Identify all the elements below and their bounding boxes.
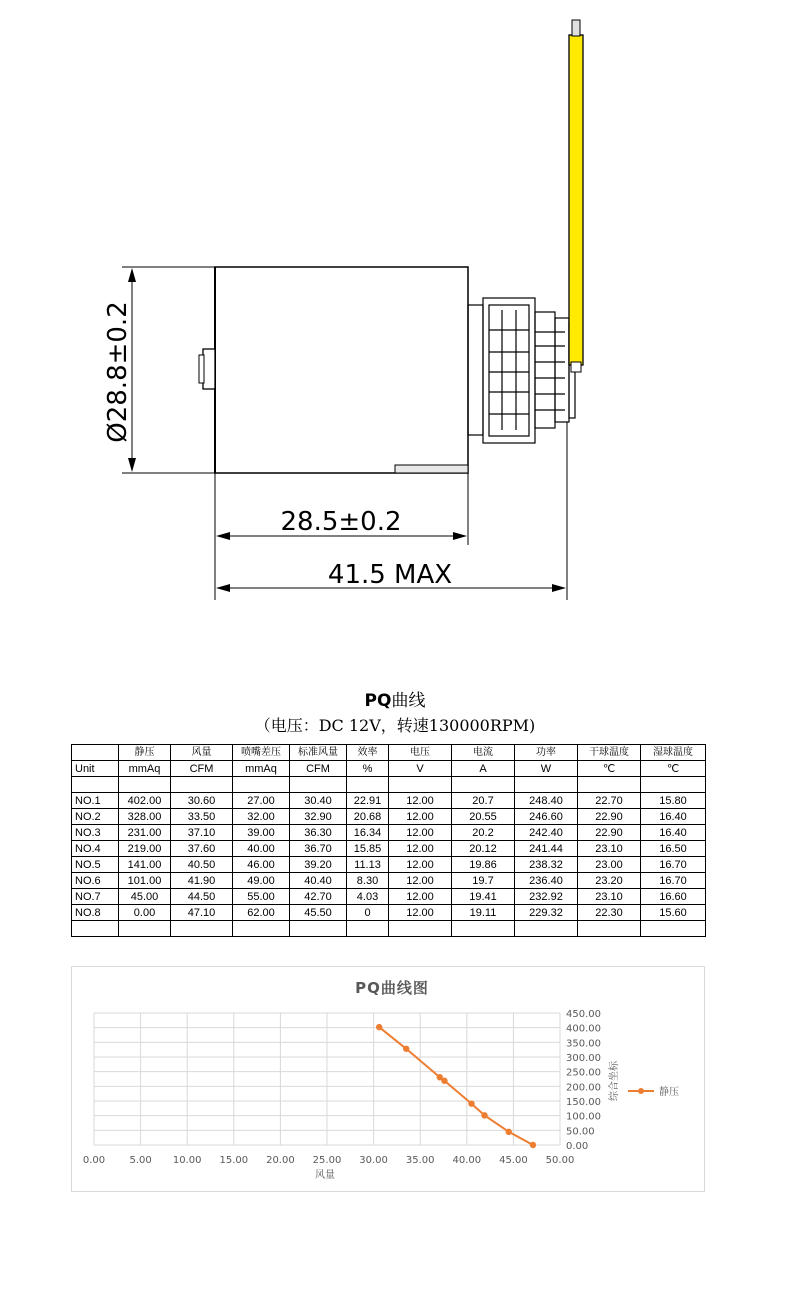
- x-tick-label: 40.00: [452, 1155, 482, 1166]
- table-cell: 23.10: [578, 889, 641, 905]
- x-tick-label: 0.00: [82, 1155, 106, 1166]
- y-tick-label: 400.00: [566, 1023, 601, 1035]
- table-cell: 12.00: [389, 841, 452, 857]
- table-cell: [389, 921, 452, 937]
- table-cell: 246.60: [515, 809, 578, 825]
- table-cell: 30.40: [290, 793, 347, 809]
- table-cell: [72, 921, 119, 937]
- table-cell: [452, 777, 515, 793]
- x-tick-label: 50.00: [545, 1155, 575, 1166]
- table-cell: 45.50: [290, 905, 347, 921]
- table-row: [72, 809, 706, 825]
- table-cell: 16.70: [641, 857, 706, 873]
- dim-arrow-total-right: [552, 584, 566, 592]
- table-cell: 141.00: [119, 857, 171, 873]
- total-length-label: 41.5 MAX: [327, 560, 453, 590]
- table-cell: 248.40: [515, 793, 578, 809]
- table-cell: 20.7: [452, 793, 515, 809]
- table-cell: [641, 921, 706, 937]
- table-cell: NO.3: [72, 825, 119, 841]
- table-row: [72, 841, 706, 857]
- x-tick-label: 10.00: [172, 1155, 202, 1166]
- legend-label: 静压: [659, 1087, 679, 1098]
- motor-dimension-drawing: [0, 0, 790, 640]
- table-cell: 229.32: [515, 905, 578, 921]
- table-cell: 12.00: [389, 889, 452, 905]
- table-cell: 62.00: [233, 905, 290, 921]
- chart-legend: [628, 1085, 679, 1098]
- table-cell: 232.92: [515, 889, 578, 905]
- table-cell: [119, 777, 171, 793]
- dim-arrow-right: [453, 532, 467, 540]
- table-cell: 11.13: [347, 857, 389, 873]
- data-point: [403, 1046, 409, 1052]
- x-axis-label: 风量: [315, 1170, 335, 1181]
- table-cell: 55.00: [233, 889, 290, 905]
- table-cell: 101.00: [119, 873, 171, 889]
- table-cell: 33.50: [171, 809, 233, 825]
- lead-wire-end: [571, 362, 581, 372]
- table-cell: 40.00: [233, 841, 290, 857]
- table-cell: 12.00: [389, 809, 452, 825]
- table-cell: 16.70: [641, 873, 706, 889]
- table-cell: NO.2: [72, 809, 119, 825]
- motor-shaft-boss: [203, 349, 215, 389]
- table-cell: [171, 921, 233, 937]
- table-cell: 12.00: [389, 825, 452, 841]
- x-tick-label: 45.00: [499, 1155, 528, 1166]
- table-cell: 49.00: [233, 873, 290, 889]
- x-tick-label: 15.00: [219, 1155, 249, 1166]
- dim-arrow-bottom: [128, 458, 136, 472]
- table-cell: 12.00: [389, 873, 452, 889]
- table-cell: 219.00: [119, 841, 171, 857]
- table-cell: [578, 777, 641, 793]
- dim-arrow-left: [216, 532, 230, 540]
- x-axis-ticks: [83, 1155, 574, 1166]
- table-cell: 45.00: [119, 889, 171, 905]
- data-point: [530, 1142, 536, 1148]
- table-cell: 喷嘴差压: [233, 745, 290, 761]
- table-cell: 19.11: [452, 905, 515, 921]
- table-cell: 功率: [515, 745, 578, 761]
- x-tick-label: 35.00: [405, 1155, 435, 1166]
- table-cell: 电流: [452, 745, 515, 761]
- table-cell: 37.10: [171, 825, 233, 841]
- table-cell: 40.40: [290, 873, 347, 889]
- lead-wire-tip: [572, 20, 580, 36]
- table-cell: 32.00: [233, 809, 290, 825]
- table-row: [72, 921, 706, 937]
- table-cell: 22.90: [578, 809, 641, 825]
- table-cell: 8.30: [347, 873, 389, 889]
- table-cell: ℃: [641, 761, 706, 777]
- table-row: [72, 777, 706, 793]
- table-cell: 15.80: [641, 793, 706, 809]
- y-tick-label: 200.00: [566, 1082, 601, 1094]
- y-tick-label: 350.00: [566, 1038, 601, 1050]
- yellow-lead-wire: [569, 35, 583, 365]
- table-cell: 402.00: [119, 793, 171, 809]
- dim-arrow-total-left: [216, 584, 230, 592]
- table-row: [72, 905, 706, 921]
- data-point: [506, 1129, 512, 1135]
- table-row: [72, 889, 706, 905]
- table-row: [72, 825, 706, 841]
- table-cell: 16.50: [641, 841, 706, 857]
- table-cell: NO.7: [72, 889, 119, 905]
- x-tick-label: 20.00: [266, 1155, 295, 1166]
- table-cell: V: [389, 761, 452, 777]
- table-cell: 12.00: [389, 857, 452, 873]
- table-cell: 干球温度: [578, 745, 641, 761]
- chart-title: PQ曲线图: [355, 979, 429, 997]
- table-cell: 23.20: [578, 873, 641, 889]
- connector-assembly: [468, 298, 575, 443]
- table-cell: [515, 921, 578, 937]
- table-cell: W: [515, 761, 578, 777]
- table-cell: CFM: [171, 761, 233, 777]
- table-cell: [515, 777, 578, 793]
- data-point: [468, 1100, 474, 1106]
- table-cell: 电压: [389, 745, 452, 761]
- table-cell: 44.50: [171, 889, 233, 905]
- table-cell: 15.85: [347, 841, 389, 857]
- y-tick-label: 0.00: [566, 1141, 589, 1152]
- table-cell: [347, 921, 389, 937]
- table-cell: 16.34: [347, 825, 389, 841]
- pq-data-table: [71, 744, 706, 937]
- table-cell: 16.60: [641, 889, 706, 905]
- table-cell: [233, 921, 290, 937]
- table-cell: [347, 777, 389, 793]
- table-row: [72, 793, 706, 809]
- table-cell: 238.32: [515, 857, 578, 873]
- table-cell: 23.00: [578, 857, 641, 873]
- table-cell: 37.60: [171, 841, 233, 857]
- table-cell: 22.30: [578, 905, 641, 921]
- y-tick-label: 300.00: [566, 1053, 601, 1064]
- length-label: 28.5±0.2: [280, 507, 402, 537]
- y-tick-label: 450.00: [566, 1009, 601, 1020]
- table-cell: 27.00: [233, 793, 290, 809]
- table-cell: %: [347, 761, 389, 777]
- x-tick-label: 30.00: [359, 1155, 388, 1166]
- motor-bottom-slot: [395, 465, 468, 473]
- table-cell: 22.90: [578, 825, 641, 841]
- table-cell: [233, 777, 290, 793]
- table-cell: 328.00: [119, 809, 171, 825]
- table-cell: 19.7: [452, 873, 515, 889]
- table-cell: NO.6: [72, 873, 119, 889]
- table-cell: 41.90: [171, 873, 233, 889]
- table-header-row: [72, 745, 706, 761]
- x-tick-label: 25.00: [312, 1155, 342, 1166]
- table-cell: 46.00: [233, 857, 290, 873]
- table-cell: 湿球温度: [641, 745, 706, 761]
- y-tick-label: 50.00: [566, 1126, 595, 1138]
- table-cell: [578, 921, 641, 937]
- table-cell: 20.68: [347, 809, 389, 825]
- table-cell: 231.00: [119, 825, 171, 841]
- table-title: [0, 686, 790, 711]
- table-cell: 22.70: [578, 793, 641, 809]
- table-cell: 12.00: [389, 905, 452, 921]
- y-tick-label: 150.00: [566, 1097, 601, 1108]
- table-cell: NO.1: [72, 793, 119, 809]
- table-cell: 23.10: [578, 841, 641, 857]
- table-cell: A: [452, 761, 515, 777]
- table-subtitle: （电压：DC 12V，转速130000RPM): [254, 716, 536, 735]
- table-cell: 36.30: [290, 825, 347, 841]
- table-cell: [641, 777, 706, 793]
- table-cell: 236.40: [515, 873, 578, 889]
- table-cell: NO.4: [72, 841, 119, 857]
- table-cell: [389, 777, 452, 793]
- data-point: [376, 1024, 382, 1030]
- table-cell: 30.60: [171, 793, 233, 809]
- table-title-rest: 曲线: [391, 691, 426, 711]
- data-point: [481, 1112, 487, 1118]
- table-cell: [72, 777, 119, 793]
- table-cell: mmAq: [119, 761, 171, 777]
- table-cell: 241.44: [515, 841, 578, 857]
- y-axis-label: 综合坐标: [609, 1061, 620, 1101]
- table-cell: 20.2: [452, 825, 515, 841]
- table-row: [72, 873, 706, 889]
- table-cell: NO.8: [72, 905, 119, 921]
- table-cell: 0: [347, 905, 389, 921]
- table-cell: [119, 921, 171, 937]
- table-cell: [452, 921, 515, 937]
- y-tick-label: 250.00: [566, 1067, 601, 1079]
- data-point: [441, 1078, 447, 1084]
- motor-body: [215, 267, 468, 473]
- table-cell: [290, 921, 347, 937]
- table-cell: CFM: [290, 761, 347, 777]
- table-cell: mmAq: [233, 761, 290, 777]
- table-cell: 静压: [119, 745, 171, 761]
- table-units-row: [72, 761, 706, 777]
- table-cell: ℃: [578, 761, 641, 777]
- table-cell: 标准风量: [290, 745, 347, 761]
- table-cell: NO.5: [72, 857, 119, 873]
- table-cell: 32.90: [290, 809, 347, 825]
- diameter-label: Ø28.8±0.2: [103, 301, 133, 443]
- table-cell: 19.41: [452, 889, 515, 905]
- table-row: [72, 857, 706, 873]
- dim-arrow-top: [128, 268, 136, 282]
- table-cell: 风量: [171, 745, 233, 761]
- table-cell: 15.60: [641, 905, 706, 921]
- x-tick-label: 5.00: [129, 1155, 152, 1166]
- pq-chart: [71, 966, 705, 1192]
- pq-chart-svg: [72, 967, 706, 1193]
- table-cell: 39.00: [233, 825, 290, 841]
- table-cell: 242.40: [515, 825, 578, 841]
- table-cell: 12.00: [389, 793, 452, 809]
- legend-marker: [638, 1088, 644, 1094]
- table-cell: [290, 777, 347, 793]
- table-cell: 效率: [347, 745, 389, 761]
- table-cell: 4.03: [347, 889, 389, 905]
- motor-shaft-boss-inner: [199, 355, 204, 383]
- table-cell: 42.70: [290, 889, 347, 905]
- chart-grid: [94, 1013, 560, 1145]
- table-cell: 47.10: [171, 905, 233, 921]
- table-cell: Unit: [72, 761, 119, 777]
- table-cell: 20.55: [452, 809, 515, 825]
- table-cell: 40.50: [171, 857, 233, 873]
- table-cell: [72, 745, 119, 761]
- table-cell: 36.70: [290, 841, 347, 857]
- table-cell: 16.40: [641, 809, 706, 825]
- table-title-bold: PQ: [364, 691, 392, 711]
- table-cell: 0.00: [119, 905, 171, 921]
- table-cell: 19.86: [452, 857, 515, 873]
- y-axis-ticks: [566, 1009, 601, 1152]
- table-cell: 39.20: [290, 857, 347, 873]
- table-cell: 20.12: [452, 841, 515, 857]
- table-cell: 16.40: [641, 825, 706, 841]
- table-cell: [171, 777, 233, 793]
- y-tick-label: 100.00: [566, 1111, 601, 1123]
- table-cell: 22.91: [347, 793, 389, 809]
